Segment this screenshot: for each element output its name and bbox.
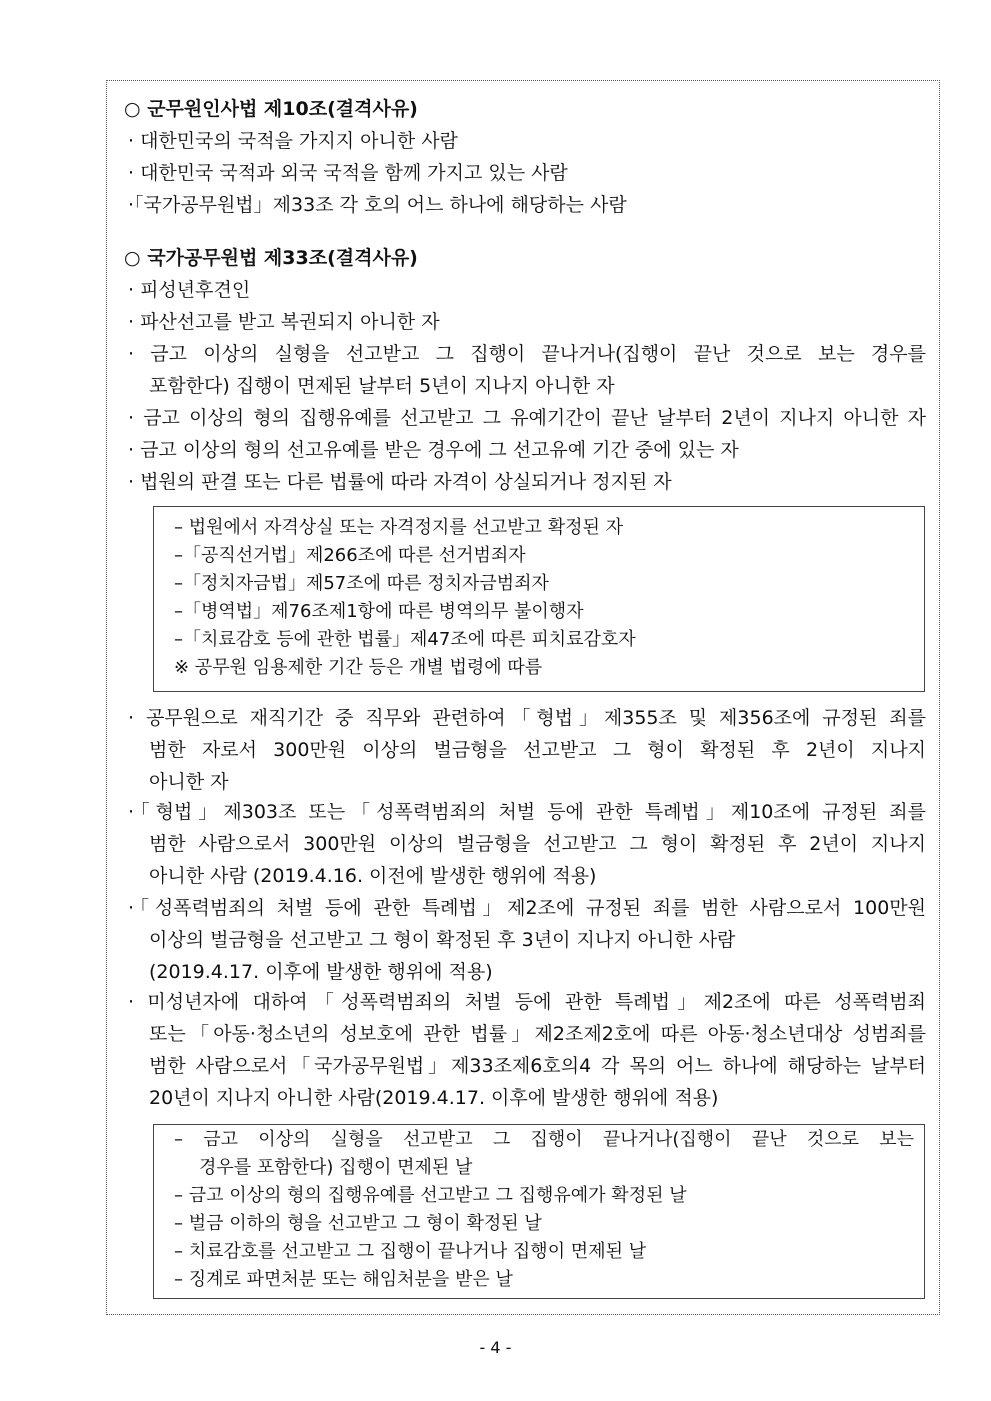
box-item: – 벌금 이하의 형을 선고받고 그 형이 확정된 날: [174, 1213, 542, 1234]
box-note: ※ 공무원 임용제한 기간 등은 개별 법령에 따름: [174, 657, 543, 678]
list-item-continuation: 20년이 지나지 아니한 사람(2019.4.17. 이후에 발생한 행위에 적용): [149, 1087, 719, 1109]
box-item: – 금고 이상의 형의 집행유예를 선고받고 그 집행유예가 확정된 날: [174, 1185, 687, 1206]
box-item: – 금고 이상의 실형을 선고받고 그 집행이 끝나거나(집행이 끝난 것으로 보는: [174, 1129, 914, 1150]
box-item: –「정치자금법」제57조에 따른 정치자금범죄자: [174, 573, 549, 594]
list-item: · 금고 이상의 형의 집행유예를 선고받고 그 유예기간이 끝난 날부터 2년이 지나지 아니한 자: [128, 407, 926, 429]
box-item: –「공직선거법」제266조에 따른 선거범죄자: [174, 545, 526, 566]
list-item-continuation: 범한 사람으로서「국가공무원법」제33조제6호의4 각 목의 어느 하나에 해당하는 날부터: [149, 1055, 926, 1077]
box-item: – 법원에서 자격상실 또는 자격정지를 선고받고 확정된 자: [174, 517, 623, 538]
list-item: · 대한민국의 국적을 가지지 아니한 사람: [128, 130, 458, 152]
list-item-continuation: (2019.4.17. 이후에 발생한 행위에 적용): [149, 961, 493, 983]
section1-heading: ○ 군무원인사법 제10조(결격사유): [124, 98, 418, 120]
section2-heading: ○ 국가공무원법 제33조(결격사유): [124, 247, 418, 269]
list-item: · 법원의 판결 또는 다른 법률에 따라 자격이 상실되거나 정지된 자: [128, 471, 672, 493]
box-item: –「병역법」제76조제1항에 따른 병역의무 불이행자: [174, 601, 584, 622]
box-item: – 징계로 파면처분 또는 해임처분을 받은 날: [174, 1269, 513, 1290]
list-item: · 공무원으로 재직기간 중 직무와 관련하여「형법」제355조 및 제356조에 규정된 죄를: [128, 707, 926, 729]
list-item-continuation: 범한 자로서 300만원 이상의 벌금형을 선고받고 그 형이 확정된 후 2년이 지나지: [149, 739, 926, 761]
list-item-continuation: 범한 사람으로서 300만원 이상의 벌금형을 선고받고 그 형이 확정된 후 2년이 지나지: [149, 833, 926, 855]
list-item: ·「성폭력범죄의 처벌 등에 관한 특례법」제2조에 규정된 죄를 범한 사람으로서 100만원: [128, 897, 926, 919]
list-item: · 금고 이상의 형의 선고유예를 받은 경우에 그 선고유예 기간 중에 있는 자: [128, 439, 739, 461]
list-item: · 피성년후견인: [128, 279, 251, 301]
list-item-continuation: 아니한 자: [149, 771, 229, 793]
list-item-continuation: 아니한 사람 (2019.4.16. 이전에 발생한 행위에 적용): [149, 865, 597, 887]
list-item: · 파산선고를 받고 복권되지 아니한 자: [128, 311, 440, 333]
list-item-continuation: 이상의 벌금형을 선고받고 그 형이 확정된 후 3년이 지나지 아니한 사람: [149, 929, 736, 951]
list-item: ·「형법」제303조 또는「성폭력범죄의 처벌 등에 관한 특례법」제10조에 규정된 죄를: [128, 801, 926, 823]
list-item: · 대한민국 국적과 외국 국적을 함께 가지고 있는 사람: [128, 162, 568, 184]
box-item: – 치료감호를 선고받고 그 집행이 끝나거나 집행이 면제된 날: [174, 1241, 647, 1262]
list-item-continuation: 또는「아동·청소년의 성보호에 관한 법률」제2조제2호에 따른 아동·청소년대상 성범죄를: [149, 1023, 926, 1045]
page-number: - 4 -: [479, 1338, 512, 1357]
list-item: · 금고 이상의 실형을 선고받고 그 집행이 끝나거나(집행이 끝난 것으로 보는 경우를: [128, 343, 926, 365]
box-item-continuation: 경우를 포함한다) 집행이 면제된 날: [199, 1157, 473, 1178]
list-item: · 미성년자에 대하여「성폭력범죄의 처벌 등에 관한 특례법」제2조에 따른 성폭력범죄: [128, 991, 926, 1013]
list-item-continuation: 포함한다) 집행이 면제된 날부터 5년이 지나지 아니한 자: [149, 375, 615, 397]
list-item: ·「국가공무원법」제33조 각 호의 어느 하나에 해당하는 사람: [128, 194, 627, 216]
box-item: –「치료감호 등에 관한 법률」제47조에 따른 피치료감호자: [174, 629, 636, 650]
